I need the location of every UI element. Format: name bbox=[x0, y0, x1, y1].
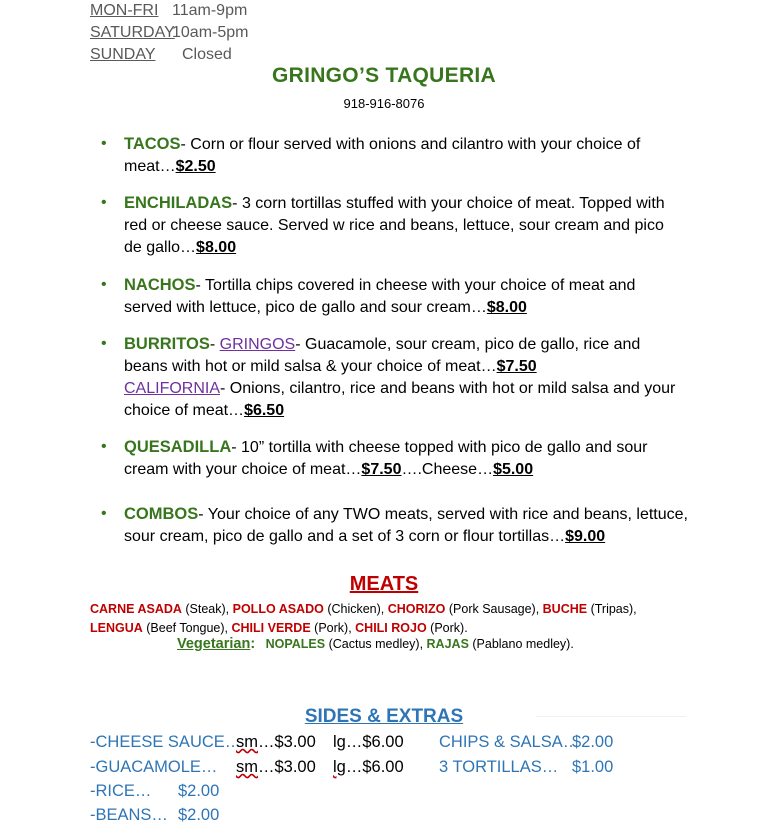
side-chips-price: $2.00 bbox=[572, 733, 614, 751]
meat-desc: (Pork), bbox=[310, 621, 356, 635]
item-description: - Corn or flour served with onions and cilantro with your choice of meat… bbox=[124, 136, 641, 175]
item-price: $2.50 bbox=[175, 158, 216, 175]
faint-divider bbox=[536, 716, 686, 717]
menu-item-tacos bbox=[101, 133, 684, 178]
meat-name: CARNE ASADA bbox=[90, 602, 182, 616]
meat-desc: (Steak), bbox=[181, 602, 233, 616]
vegetarian-label: Vegetarian bbox=[177, 636, 251, 652]
item-description: - Guacamole, sour cream, pico de gallo, rice and beans with hot or mild salsa & your choice of meat… bbox=[124, 336, 641, 375]
item-description: - 10” tortilla with cheese topped with pico de gallo and sour cream with your choice of meat… bbox=[124, 439, 648, 478]
side-beans-label: -BEANS… bbox=[90, 806, 168, 824]
hours-day: SUNDAY bbox=[90, 46, 156, 63]
side-cheese-label: -CHEESE SAUCE… bbox=[90, 733, 242, 751]
veg-name: RAJAS bbox=[426, 637, 469, 651]
side-rice-price: $2.00 bbox=[178, 782, 220, 800]
size-sm: sm bbox=[236, 758, 258, 776]
bullet-icon: • bbox=[101, 194, 107, 211]
item-description: - 3 corn tortillas stuffed with your choice of meat. Topped with red or cheese sauce. Served w rice and beans, lettuce, sour cream and pico de gallo… bbox=[124, 195, 665, 256]
burrito-gringos-label: GRINGOS bbox=[219, 336, 296, 353]
item-description: - Onions, cilantro, rice and beans with hot or mild salsa and your choice of meat… bbox=[124, 380, 676, 419]
meat-name: POLLO ASADO bbox=[232, 602, 324, 616]
bullet-icon: • bbox=[101, 335, 107, 352]
item-price: $7.50 bbox=[496, 358, 537, 375]
item-name: QUESADILLA bbox=[124, 438, 232, 456]
bullet-icon: • bbox=[101, 276, 107, 293]
item-separator: - bbox=[209, 336, 220, 353]
item-description: - Your choice of any TWO meats, served with rice and beans, lettuce, sour cream, pico de gallo and a set of 3 corn or flour tortillas… bbox=[124, 506, 688, 545]
item-description: - Tortilla chips covered in cheese with your choice of meat and served with lettuce, pico de gallo and sour cream… bbox=[124, 277, 636, 316]
meats-heading: MEATS bbox=[349, 573, 419, 595]
sides-heading: SIDES & EXTRAS bbox=[304, 706, 464, 727]
size-sm: sm bbox=[236, 733, 258, 751]
bullet-icon: • bbox=[101, 135, 107, 152]
hours-day: MON-FRI bbox=[90, 2, 159, 19]
menu-item-quesadilla bbox=[101, 436, 684, 481]
restaurant-title: GRINGO’S TAQUERIA bbox=[271, 64, 497, 87]
vegetarian-line bbox=[177, 636, 574, 652]
side-guac-lg bbox=[333, 758, 404, 777]
meat-desc: (Pork Sausage), bbox=[445, 602, 543, 616]
side-chips-label: CHIPS & SALSA… bbox=[439, 733, 580, 751]
veg-name: NOPALES bbox=[265, 637, 326, 651]
size-sm-price: …$3.00 bbox=[258, 758, 316, 776]
meat-desc: (Beef Tongue), bbox=[142, 621, 232, 635]
phone-number: 918-916-8076 bbox=[343, 96, 425, 111]
item-name: COMBOS bbox=[124, 505, 199, 523]
menu-item-burritos bbox=[101, 333, 684, 422]
hours-time: Closed bbox=[182, 46, 232, 63]
hours-time: 10am-5pm bbox=[172, 24, 249, 41]
size-lg: lg bbox=[333, 758, 346, 776]
veg-desc: (Cactus medley), bbox=[325, 637, 427, 651]
item-price: $8.00 bbox=[196, 239, 237, 256]
side-guac-sm bbox=[236, 758, 316, 777]
meats-list bbox=[90, 600, 637, 638]
side-cheese-sm bbox=[236, 733, 316, 752]
hours-row bbox=[90, 44, 248, 66]
meat-desc: (Pork). bbox=[426, 621, 468, 635]
item-price: $8.00 bbox=[486, 299, 527, 316]
veg-desc: (Pablano medley). bbox=[468, 637, 574, 651]
size-lg: lg bbox=[333, 733, 346, 751]
menu-item-enchiladas bbox=[101, 192, 684, 259]
burrito-california-label: CALIFORNIA bbox=[124, 380, 221, 397]
hours-row bbox=[90, 22, 248, 44]
side-guac-label: -GUACAMOLE… bbox=[90, 758, 218, 776]
menu-item-nachos bbox=[101, 274, 684, 319]
meat-name: BUCHE bbox=[542, 602, 588, 616]
hours-time: 11am-9pm bbox=[172, 2, 248, 19]
side-cheese-lg bbox=[333, 733, 404, 752]
meat-name: CHORIZO bbox=[387, 602, 446, 616]
size-sm-price: …$3.00 bbox=[258, 733, 316, 751]
meat-desc: (Tripas), bbox=[587, 602, 637, 616]
hours-block bbox=[90, 0, 248, 66]
hours-day: SATURDAY bbox=[90, 24, 175, 41]
item-name: ENCHILADAS bbox=[124, 194, 233, 212]
item-price: $7.50 bbox=[361, 461, 402, 478]
bullet-icon: • bbox=[101, 438, 107, 455]
side-rice-label: -RICE… bbox=[90, 782, 152, 800]
vegetarian-colon: : bbox=[250, 636, 256, 652]
item-name: TACOS bbox=[124, 135, 181, 153]
item-price: $9.00 bbox=[565, 528, 606, 545]
menu-item-combos bbox=[101, 503, 704, 548]
item-name: NACHOS bbox=[124, 276, 196, 294]
side-tortillas-label: 3 TORTILLAS… bbox=[439, 758, 559, 776]
hours-row bbox=[90, 0, 248, 22]
side-beans-price: $2.00 bbox=[178, 806, 220, 824]
size-lg-price: …$6.00 bbox=[345, 758, 404, 776]
meat-name: LENGUA bbox=[90, 621, 143, 635]
meat-name: CHILI ROJO bbox=[355, 621, 427, 635]
item-price: $5.00 bbox=[493, 461, 534, 478]
meat-name: CHILI VERDE bbox=[231, 621, 311, 635]
bullet-icon: • bbox=[101, 505, 107, 522]
size-lg-price: …$6.00 bbox=[345, 733, 404, 751]
item-extra: ….Cheese… bbox=[401, 461, 494, 478]
item-price: $6.50 bbox=[244, 402, 285, 419]
meat-desc: (Chicken), bbox=[323, 602, 388, 616]
item-name: BURRITOS bbox=[124, 335, 210, 353]
side-tortillas-price: $1.00 bbox=[572, 758, 614, 776]
